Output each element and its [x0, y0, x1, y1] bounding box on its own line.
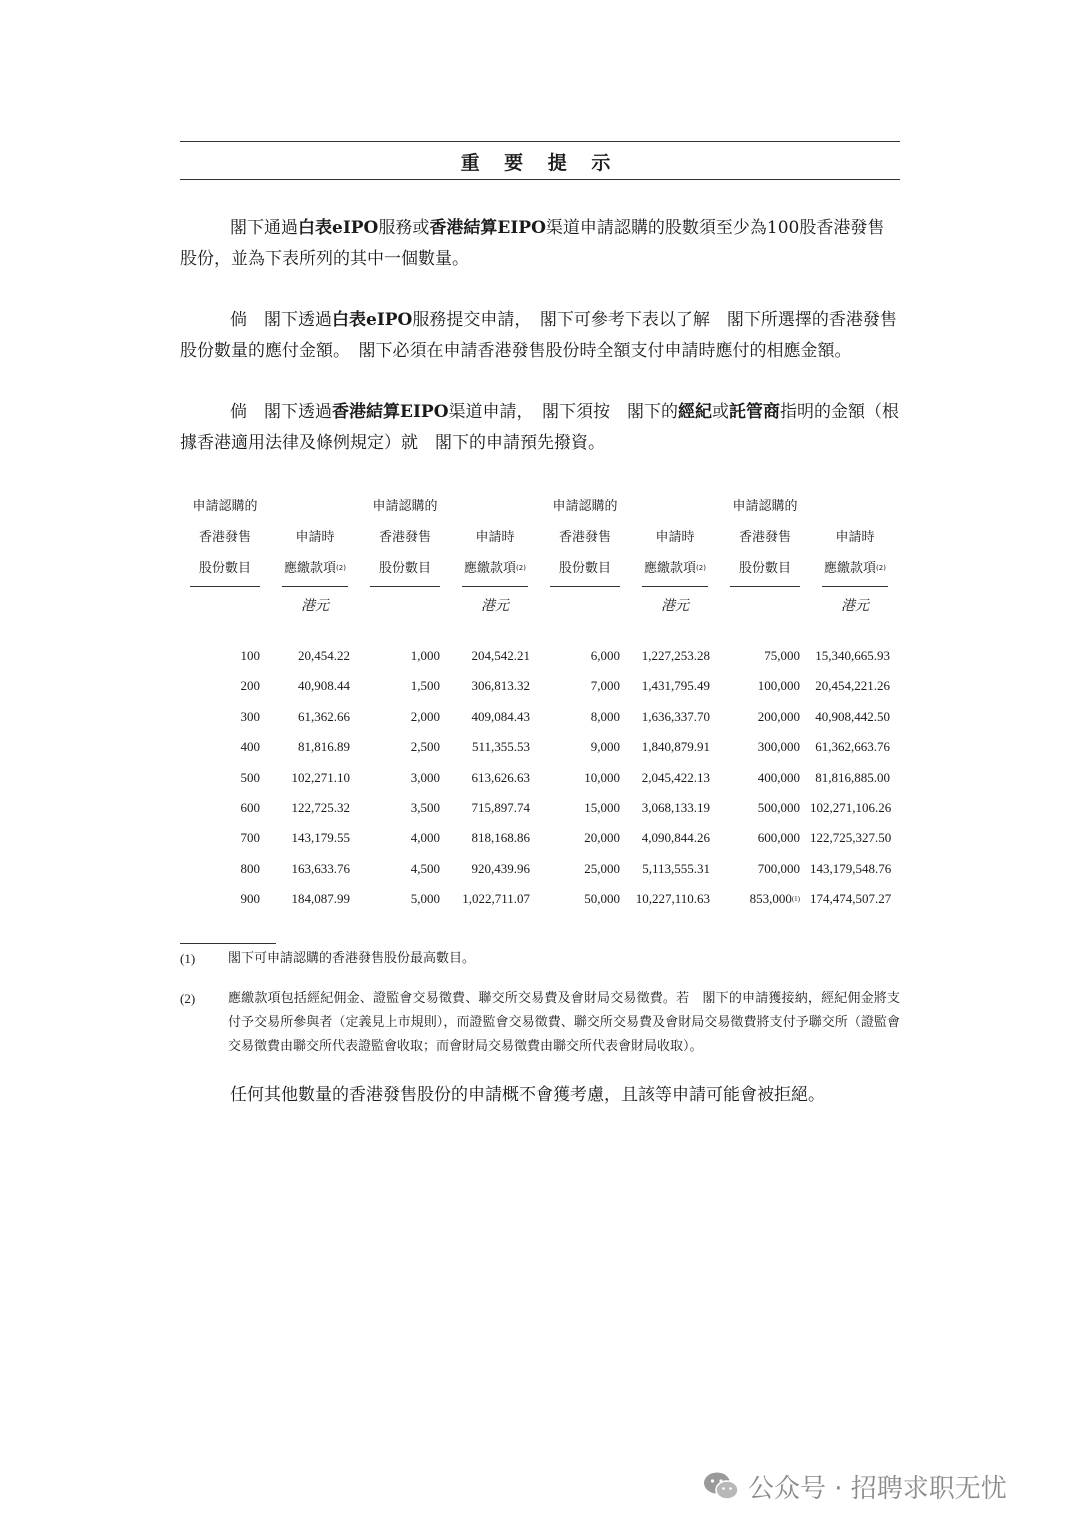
table-row	[180, 763, 900, 793]
paragraph-hkscc: 倘 閣下透過香港結算EIPO渠道申請， 閣下須按 閣下的經紀或託管商指明的金額（根據香港適用法律及條例規定）就 閣下的申請預先撥資。	[180, 402, 900, 453]
bold-term: 香港結算EIPO	[332, 402, 449, 422]
amount-cell: 4,090,844.26	[641, 830, 710, 846]
amount-cell: 1,227,253.28	[641, 648, 710, 663]
shares-cell: 300,000	[757, 739, 800, 755]
amount-cell: 204,542.21	[471, 648, 530, 663]
amount-cell: 3,068,133.19	[641, 800, 710, 816]
heading-bottom-rule	[180, 179, 900, 180]
amount-cell: 715,897.74	[471, 800, 530, 816]
shares-header: 申請認購的 香港發售 股份數目	[540, 491, 630, 587]
amount-header: 申請時 應繳款項$^{(2)}$	[810, 491, 900, 587]
shares-cell: 6,000	[590, 648, 620, 663]
amount-cell: 2,045,422.13	[641, 769, 710, 785]
amount-cell: 613,626.63	[471, 769, 530, 785]
amount-cell: 818,168.86	[471, 830, 530, 846]
shares-cell: 1,000	[410, 648, 440, 663]
wechat-logo-icon	[702, 1470, 740, 1502]
amount-cell: 5,113,555.31	[642, 860, 710, 876]
shares-cell: 900	[240, 891, 260, 907]
amount-cell: 102,271,106.26	[810, 800, 892, 816]
amount-header: 申請時 應繳款項$^{(2)}$	[630, 491, 720, 587]
amount-cell: 1,431,795.49	[641, 678, 710, 694]
amount-cell: 61,362.66	[298, 708, 350, 724]
application-amount-table	[180, 491, 900, 915]
document-page	[180, 141, 900, 1110]
amount-cell: 409,084.43	[471, 708, 530, 724]
amount-cell: 122,725,327.50	[810, 830, 892, 846]
unit-row	[180, 587, 900, 641]
bold-term: 白表eIPO	[332, 310, 413, 330]
amount-cell: 40,908.44	[298, 678, 350, 694]
currency-unit: 港元	[661, 598, 689, 614]
amount-cell: 511,355.53	[471, 739, 530, 755]
currency-unit: 港元	[841, 598, 869, 614]
table-row	[180, 793, 900, 823]
table-row	[180, 884, 900, 914]
shares-cell: 3,000	[410, 769, 440, 785]
shares-cell: 2,500	[410, 739, 440, 755]
amount-header: 申請時 應繳款項$^{(2)}$	[450, 491, 540, 587]
amount-cell: 184,087.99	[291, 891, 350, 907]
shares-cell: 20,000	[584, 830, 620, 846]
shares-header: 申請認購的 香港發售 股份數目	[360, 491, 450, 587]
shares-cell: 2,000	[410, 708, 440, 724]
amount-cell: 122,725.32	[291, 800, 350, 816]
table-row	[180, 823, 900, 853]
shares-cell: 4,500	[410, 860, 440, 876]
shares-cell: 9,000	[590, 739, 620, 755]
table-row	[180, 732, 900, 762]
amount-cell: 102,271.10	[291, 769, 350, 785]
shares-cell: 1,500	[410, 678, 440, 694]
table-row	[180, 854, 900, 884]
shares-cell: 700	[240, 830, 260, 846]
final-paragraph: 任何其他數量的香港發售股份的申請概不會獲考慮，且該等申請可能會被拒絕。	[230, 1084, 825, 1105]
shares-cell: 10,000	[584, 769, 620, 785]
page-title: 重 要 提 示	[460, 152, 620, 174]
currency-unit: 港元	[481, 598, 509, 614]
bold-term: 香港結算EIPO	[429, 218, 546, 238]
footnote-rule	[180, 943, 276, 944]
paragraph-white-form: 倘 閣下透過白表eIPO服務提交申請， 閣下可參考下表以了解 閣下所選擇的香港發售股份數量的應付金額。 閣下必須在申請香港發售股份時全額支付申請時應付的相應金額。	[180, 310, 897, 361]
shares-cell: 600,000	[757, 830, 800, 846]
footnote-marker: (1)	[791, 895, 800, 904]
table-row	[180, 641, 900, 671]
shares-cell: 600	[240, 800, 260, 816]
shares-cell: 400	[240, 739, 260, 755]
table-row	[180, 702, 900, 732]
amount-cell: 61,362,663.76	[815, 739, 890, 755]
amount-header: 申請時 應繳款項$^{(2)}$	[270, 491, 360, 587]
shares-cell: 100	[240, 648, 260, 663]
shares-cell: 75,000	[764, 648, 800, 663]
shares-header: 申請認購的 香港發售 股份數目	[720, 491, 810, 587]
shares-cell: 500	[240, 769, 260, 785]
table-row	[180, 671, 900, 701]
amount-cell: 1,636,337.70	[641, 708, 710, 724]
shares-cell: 100,000	[757, 678, 800, 694]
amount-cell: 81,816,885.00	[815, 769, 890, 785]
shares-cell: 3,500	[410, 800, 440, 816]
watermark-text: 公众号 · 招聘求职无忧	[748, 1473, 1007, 1504]
shares-cell: 25,000	[584, 860, 620, 876]
shares-cell: 853,000$^{(1)}$	[749, 891, 800, 907]
amount-cell: 1,022,711.07	[462, 891, 530, 907]
shares-cell: 15,000	[584, 800, 620, 816]
shares-cell: 8,000	[590, 708, 620, 724]
shares-cell: 400,000	[757, 769, 800, 785]
amount-cell: 143,179,548.76	[810, 860, 892, 876]
amount-cell: 920,439.96	[471, 860, 530, 876]
amount-cell: 15,340,665.93	[815, 648, 890, 663]
shares-cell: 300	[240, 708, 260, 724]
bold-term: 白表eIPO	[298, 218, 379, 238]
shares-cell: 500,000	[757, 800, 800, 816]
footnote-2: (2) 應繳款項包括經紀佣金、證監會交易徵費、聯交所交易費及會財局交易徵費。若 閣下的申請獲接納，經紀佣金將支付予交易所參與者（定義見上市規則），而證監會交易徵費、聯交所交易費及會財局交易徵費將支付予聯交所（證監會交易徵費由聯交所代表證監會收取；而會財局交易徵費由聯交所代表會財局收取）。	[180, 990, 900, 1054]
amount-cell: 1,840,879.91	[641, 739, 710, 755]
watermark	[702, 1466, 1052, 1506]
bold-term: 託管商	[729, 402, 781, 422]
shares-cell: 7,000	[590, 678, 620, 694]
shares-cell: 4,000	[410, 830, 440, 846]
paragraph-min-shares: 閣下通過白表eIPO服務或香港結算EIPO渠道申請認購的股數須至少為100股香港發售股份，並為下表所列的其中一個數量。	[180, 218, 885, 269]
bold-term: 經紀	[678, 402, 713, 422]
footnote-1: (1) 閣下可申請認購的香港發售股份最高數目。	[180, 950, 476, 966]
amount-cell: 40,908,442.50	[815, 708, 890, 724]
shares-cell: 50,000	[584, 891, 620, 907]
shares-cell: 800	[240, 860, 260, 876]
amount-cell: 20,454.22	[298, 648, 350, 663]
shares-header: 申請認購的 香港發售 股份數目	[180, 491, 270, 587]
amount-cell: 163,633.76	[291, 860, 350, 876]
shares-cell: 200,000	[757, 708, 800, 724]
shares-cell: 700,000	[757, 860, 800, 876]
amount-cell: 306,813.32	[471, 678, 530, 694]
amount-cell: 20,454,221.26	[815, 678, 890, 694]
shares-cell: 5,000	[410, 891, 440, 907]
amount-cell: 174,474,507.27	[810, 891, 892, 907]
amount-cell: 81,816.89	[298, 739, 350, 755]
amount-cell: 10,227,110.63	[635, 891, 710, 907]
shares-cell: 200	[240, 678, 260, 694]
currency-unit: 港元	[301, 598, 329, 614]
amount-cell: 143,179.55	[291, 830, 350, 846]
